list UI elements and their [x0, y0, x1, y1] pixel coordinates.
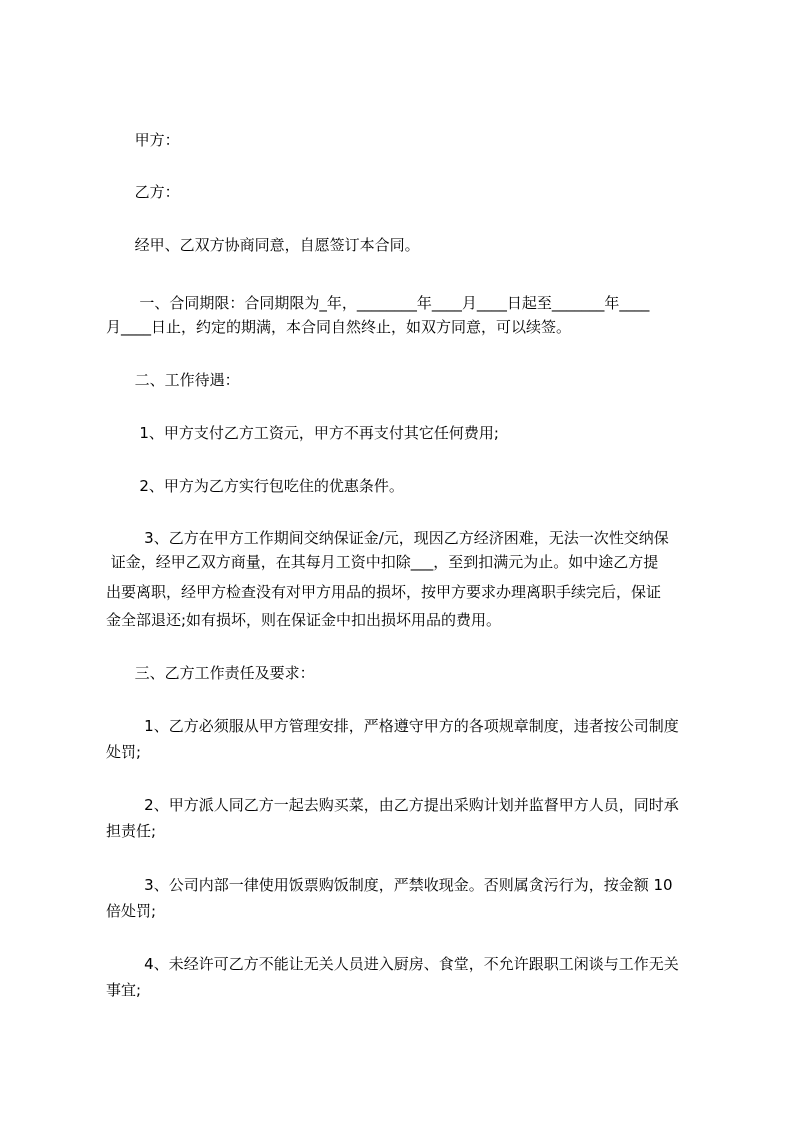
benefit-item-3-line-4: 金全部退还;如有损坏，则在保证金中扣出损坏用品的费用。	[106, 611, 502, 629]
responsibility-item-2-line-1: 2、甲方派人同乙方一起去购买菜，由乙方提出采购计划并监督甲方人员，同时承	[106, 796, 679, 814]
responsibility-item-3-line-2: 倍处罚;	[106, 902, 157, 920]
benefit-item-3-line-1: 3、乙方在甲方工作期间交纳保证金/元，现因乙方经济困难，无法一次性交纳保	[106, 529, 669, 547]
contract-term-line-2: 月____日止，约定的期满，本合同自然终止，如双方同意，可以续签。	[106, 318, 572, 336]
responsibility-item-4-line-1: 4、未经许可乙方不能让无关人员进入厨房、食堂，不允许跟职工闲谈与工作无关	[106, 955, 679, 973]
contract-term-line-1: 一、合同期限：合同期限为_年，________年____月____日起至_______年____	[106, 294, 650, 312]
benefit-item-1: 1、甲方支付乙方工资元，甲方不再支付其它任何费用;	[106, 424, 499, 442]
responsibility-item-2-line-2: 担责任;	[106, 822, 157, 840]
benefit-item-3-line-3: 出要离职，经甲方检查没有对甲方用品的损坏，按甲方要求办理离职手续完后，保证	[106, 583, 662, 601]
benefit-item-3-line-2: 证金，经甲乙双方商量，在其每月工资中扣除___，至到扣满元为止。如中途乙方提	[106, 553, 659, 571]
section-heading-work-benefits: 二、工作待遇：	[106, 371, 240, 389]
benefit-item-2: 2、甲方为乙方实行包吃住的优惠条件。	[106, 477, 404, 495]
section-heading-responsibilities: 三、乙方工作责任及要求：	[106, 664, 315, 682]
agreement-intro: 经甲、乙双方协商同意，自愿签订本合同。	[106, 236, 420, 254]
responsibility-item-1-line-1: 1、乙方必须服从甲方管理安排，严格遵守甲方的各项规章制度，违者按公司制度	[106, 717, 679, 735]
responsibility-item-4-line-2: 事宜;	[106, 981, 142, 999]
party-b-line: 乙方：	[106, 183, 180, 201]
party-a-line: 甲方：	[106, 131, 180, 149]
responsibility-item-1-line-2: 处罚;	[106, 743, 142, 761]
responsibility-item-3-line-1: 3、公司内部一律使用饭票购饭制度，严禁收现金。否则属贪污行为，按金额 10	[106, 876, 673, 894]
